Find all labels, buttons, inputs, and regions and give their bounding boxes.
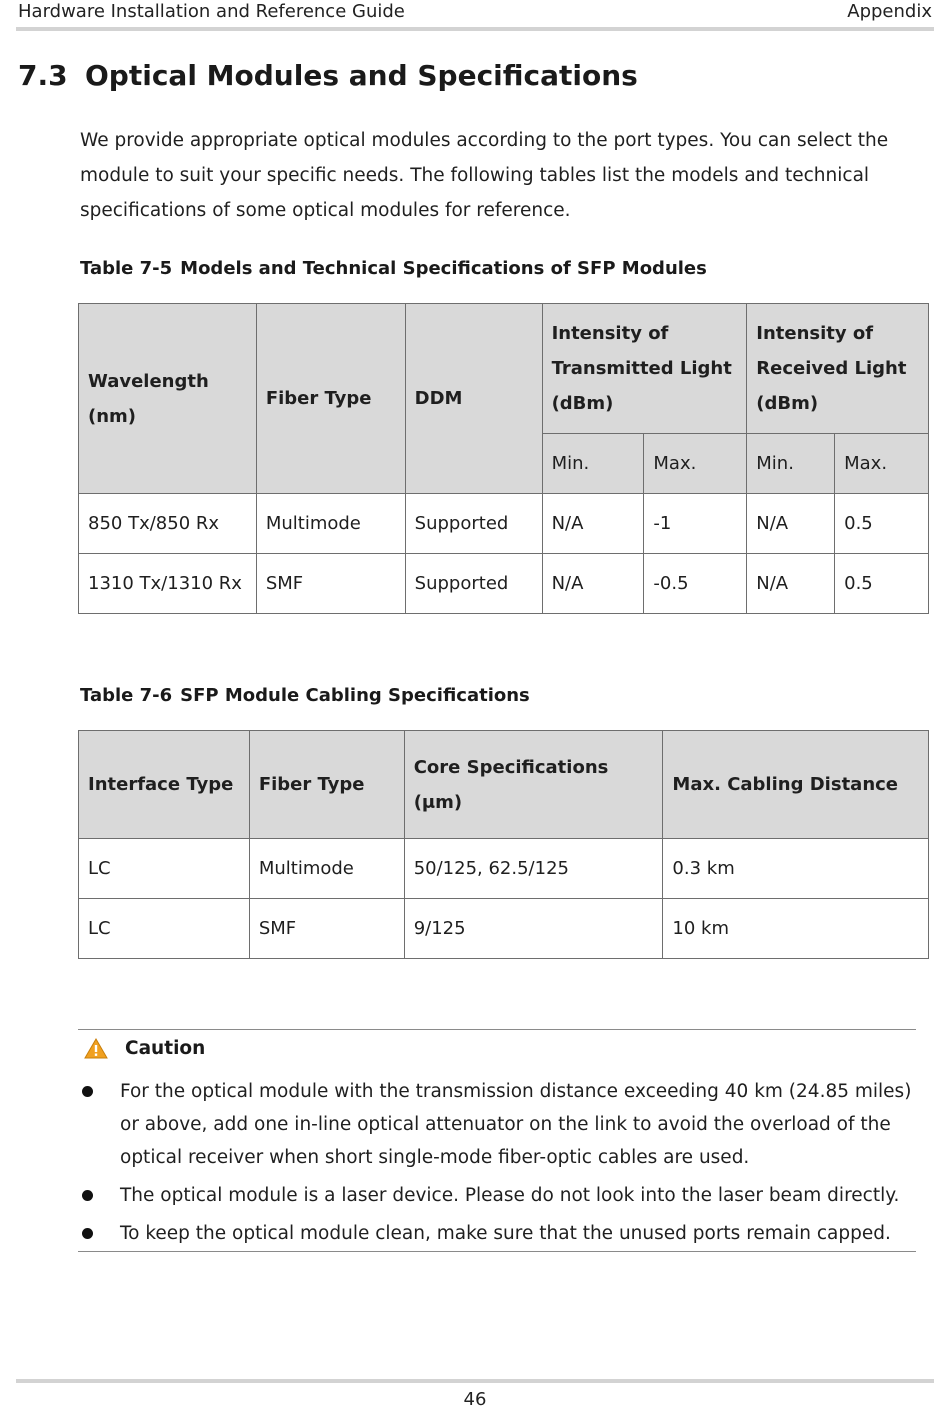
header-tx-intensity: Intensity of Transmitted Light (dBm)	[542, 304, 747, 434]
table1-caption	[80, 256, 707, 282]
header-rx-min: Min.	[747, 434, 835, 494]
cell-fiber-type: Multimode	[249, 839, 404, 899]
header-max-distance: Max. Cabling Distance	[663, 731, 929, 839]
header-rule	[16, 27, 934, 31]
caution-item-text: The optical module is a laser device. Please do not look into the laser beam directly.	[120, 1185, 900, 1206]
cell-tx-min: N/A	[542, 494, 644, 554]
list-item	[78, 1179, 916, 1212]
cell-interface-type: LC	[79, 839, 250, 899]
running-header	[18, 0, 932, 30]
header-fiber-type: Fiber Type	[256, 304, 405, 494]
table2-caption-title: SFP Module Cabling Specifications	[180, 685, 530, 706]
header-document-title: Hardware Installation and Reference Guide	[18, 1, 405, 22]
list-item	[78, 1217, 916, 1250]
cell-wavelength: 1310 Tx/1310 Rx	[79, 554, 257, 614]
caution-title: Caution	[125, 1038, 206, 1059]
header-wavelength: Wavelength (nm)	[79, 304, 257, 494]
list-item	[78, 1075, 916, 1174]
cell-fiber-type: SMF	[256, 554, 405, 614]
header-core-spec: Core Specifications (μm)	[404, 731, 663, 839]
cell-ddm: Supported	[405, 494, 542, 554]
caution-list	[78, 1075, 916, 1255]
header-rx-intensity: Intensity of Received Light (dBm)	[747, 304, 929, 434]
table2-caption	[80, 683, 530, 709]
header-chapter-name: Appendix	[847, 1, 932, 22]
bullet-icon	[82, 1228, 93, 1239]
cell-ddm: Supported	[405, 554, 542, 614]
table1-caption-number: Table 7-5	[80, 258, 173, 279]
bullet-icon	[82, 1190, 93, 1201]
intro-paragraph: We provide appropriate optical modules according to the port types. You can select the module to suit your specific needs. The following tables list the models and technical specifications of some optical modules for reference.	[80, 130, 889, 221]
cell-max-distance: 0.3 km	[663, 839, 929, 899]
header-tx-max: Max.	[644, 434, 747, 494]
header-rx-max: Max.	[835, 434, 929, 494]
header-tx-min: Min.	[542, 434, 644, 494]
cell-tx-max: -1	[644, 494, 747, 554]
cabling-spec-table	[78, 730, 929, 959]
cell-interface-type: LC	[79, 899, 250, 959]
section-title-text: Optical Modules and Specifications	[85, 59, 638, 92]
table-row	[79, 494, 929, 554]
section-number: 7.3	[18, 59, 68, 92]
cell-core-spec: 9/125	[404, 899, 663, 959]
cell-rx-min: N/A	[747, 554, 835, 614]
section-title	[18, 56, 638, 96]
page-number: 46	[463, 1389, 487, 1410]
bullet-icon	[82, 1086, 93, 1097]
caution-box	[78, 1029, 916, 1252]
table-row	[79, 839, 929, 899]
cell-rx-min: N/A	[747, 494, 835, 554]
table-row	[79, 554, 929, 614]
cell-tx-max: -0.5	[644, 554, 747, 614]
table1-header-row	[79, 304, 929, 434]
cell-rx-max: 0.5	[835, 494, 929, 554]
footer-rule	[16, 1379, 934, 1383]
cell-rx-max: 0.5	[835, 554, 929, 614]
cell-tx-min: N/A	[542, 554, 644, 614]
header-ddm: DDM	[405, 304, 542, 494]
caution-item-text: For the optical module with the transmission distance exceeding 40 km (24.85 miles) or above, add one in-line optical attenuator on the link to avoid the overload of the optical receiver when short single-mode fiber-optic cables are used.	[120, 1081, 912, 1168]
sfp-models-table	[78, 303, 929, 614]
caution-item-text: To keep the optical module clean, make sure that the unused ports remain capped.	[120, 1223, 891, 1244]
cell-fiber-type: SMF	[249, 899, 404, 959]
cell-core-spec: 50/125, 62.5/125	[404, 839, 663, 899]
table-row	[79, 899, 929, 959]
header-fiber-type: Fiber Type	[249, 731, 404, 839]
cell-max-distance: 10 km	[663, 899, 929, 959]
header-interface-type: Interface Type	[79, 731, 250, 839]
cell-fiber-type: Multimode	[256, 494, 405, 554]
table1-caption-title: Models and Technical Specifications of SFP Modules	[180, 258, 707, 279]
table2-caption-number: Table 7-6	[80, 685, 173, 706]
table2-header-row	[79, 731, 929, 839]
cell-wavelength: 850 Tx/850 Rx	[79, 494, 257, 554]
warning-triangle-icon	[84, 1038, 108, 1059]
